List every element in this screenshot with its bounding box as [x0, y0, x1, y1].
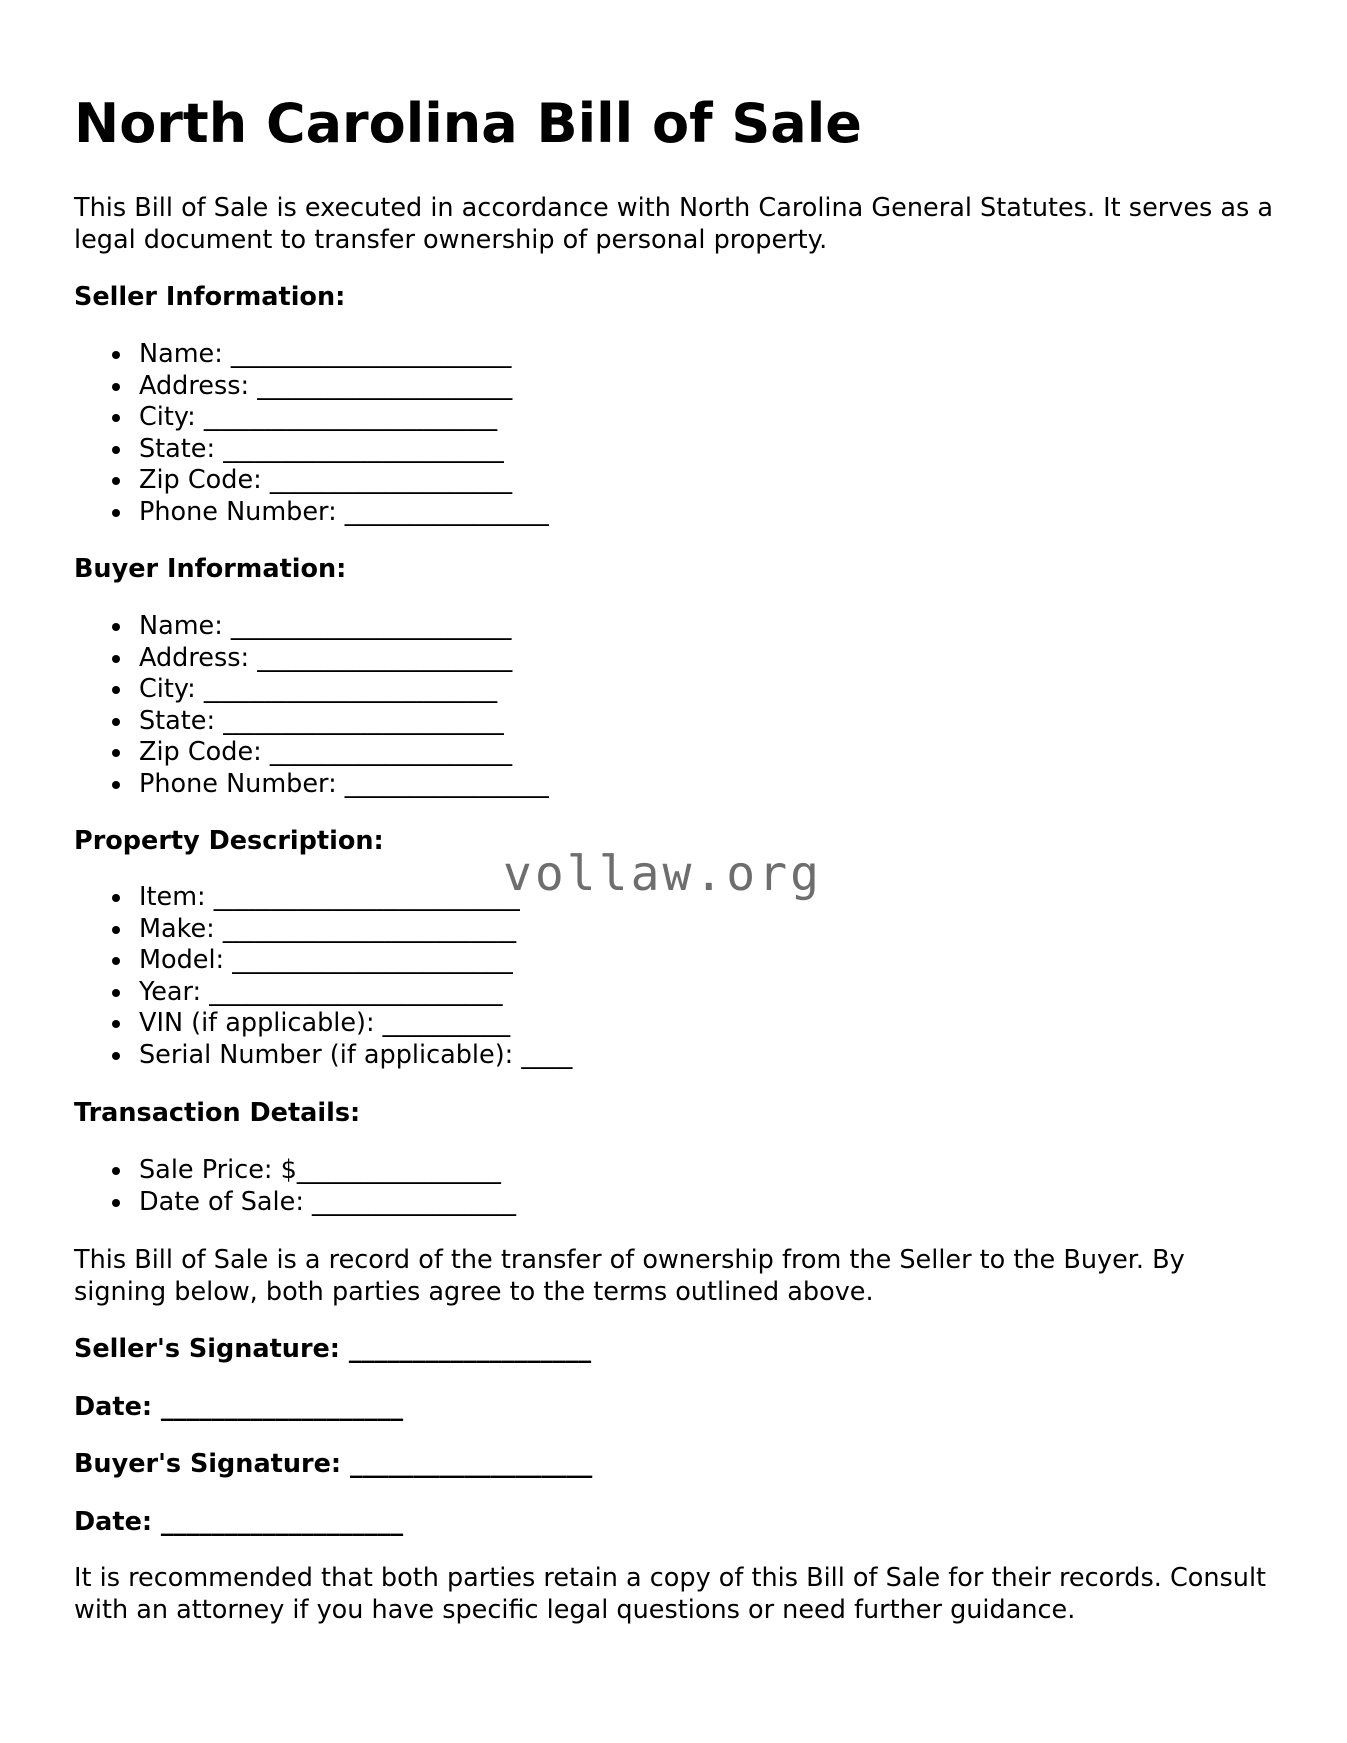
watermark-text: vollaw.org: [503, 846, 822, 902]
seller-date-line: Date: ___________________: [74, 1392, 404, 1422]
transaction-field-list: [74, 1155, 516, 1218]
seller-zip-field: Zip Code: ___________________: [74, 465, 549, 497]
transaction-section-heading: Transaction Details:: [74, 1098, 361, 1128]
buyer-zip-field: Zip Code: ___________________: [74, 737, 549, 769]
recommendation-paragraph: It is recommended that both parties retain a copy of this Bill of Sale for their records. Consult with an attorney if you have specific legal questions or need further guidance.: [74, 1563, 1267, 1625]
property-item-field: Item: ________________________: [74, 882, 572, 914]
buyer-address-field: Address: ____________________: [74, 643, 549, 675]
sale-price-field: Sale Price: $________________: [74, 1155, 516, 1187]
property-model-field: Model: ______________________: [74, 945, 572, 977]
closing-statement: This Bill of Sale is a record of the transfer of ownership from the Seller to the Buyer. By signing below, both parties agree to the terms outlined above.: [74, 1245, 1185, 1307]
seller-field-list: [74, 339, 549, 528]
property-make-field: Make: _______________________: [74, 914, 572, 946]
seller-address-field: Address: ____________________: [74, 371, 549, 403]
page-title: North Carolina Bill of Sale: [74, 92, 862, 155]
seller-city-field: City: _______________________: [74, 402, 549, 434]
buyer-section-heading: Buyer Information:: [74, 554, 347, 584]
buyer-state-field: State: ______________________: [74, 706, 549, 738]
seller-phone-field: Phone Number: ________________: [74, 497, 549, 529]
property-vin-field: VIN (if applicable): __________: [74, 1008, 572, 1040]
buyer-date-line: Date: ___________________: [74, 1507, 404, 1537]
seller-signature-line: Seller's Signature: ___________________: [74, 1334, 592, 1364]
property-year-field: Year: _______________________: [74, 977, 572, 1009]
property-field-list: [74, 882, 572, 1071]
date-of-sale-field: Date of Sale: ________________: [74, 1187, 516, 1219]
buyer-phone-field: Phone Number: ________________: [74, 769, 549, 801]
buyer-name-field: Name: ______________________: [74, 611, 549, 643]
buyer-city-field: City: _______________________: [74, 674, 549, 706]
property-section-heading: Property Description:: [74, 826, 384, 856]
buyer-signature-line: Buyer's Signature: ___________________: [74, 1449, 593, 1479]
seller-section-heading: Seller Information:: [74, 282, 346, 312]
seller-name-field: Name: ______________________: [74, 339, 549, 371]
intro-paragraph: This Bill of Sale is executed in accordance with North Carolina General Statutes. It serves as a legal document to transfer ownership of personal property.: [74, 193, 1274, 255]
buyer-field-list: [74, 611, 549, 800]
property-serial-field: Serial Number (if applicable): ____: [74, 1040, 572, 1072]
seller-state-field: State: ______________________: [74, 434, 549, 466]
